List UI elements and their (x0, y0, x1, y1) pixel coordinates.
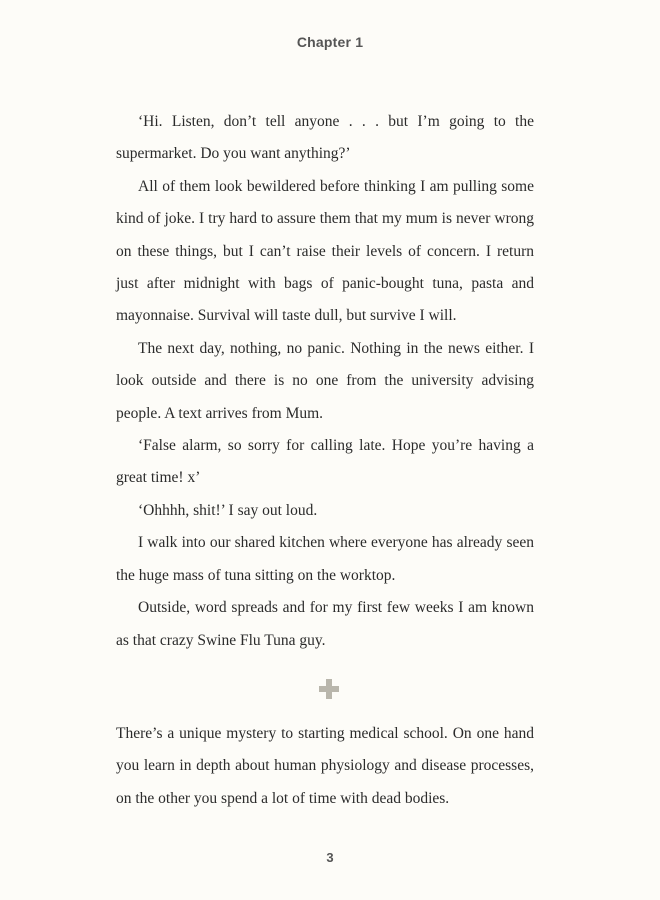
paragraph: ‘Hi. Listen, don’t tell anyone . . . but I’m going to the supermarket. Do you want anything?’ (116, 113, 534, 163)
page-number: 3 (326, 850, 334, 865)
paragraph: Outside, word spreads and for my first few weeks I am known as that crazy Swine Flu Tuna guy. (116, 599, 534, 649)
paragraph: ‘False alarm, so sorry for calling late. Hope you’re having a great time! x’ (116, 437, 534, 487)
paragraph: There’s a unique mystery to starting medical school. On one hand you learn in depth about human physiology and disease processes, on the other you spend a lot of time with dead bodies. (116, 725, 534, 807)
section-two-text (116, 718, 534, 815)
paragraph: The next day, nothing, no panic. Nothing in the news either. I look outside and there is no one from the university advising people. A text arrives from Mum. (116, 339, 534, 422)
paragraph: All of them look bewildered before thinking I am pulling some kind of joke. I try hard to assure them that my mum is never wrong on these things, but I can’t raise their levels of concern. I return just after midnight with bags of panic-bought tuna, pasta and mayonnaise. Survival will taste dull, but survive I will. (116, 177, 534, 325)
paragraph: I walk into our shared kitchen where everyone has already seen the huge mass of tuna sitting on the worktop. (116, 534, 534, 584)
medical-cross-icon (318, 678, 340, 700)
paragraph: ‘Ohhhh, shit!’ I say out loud. (138, 501, 318, 519)
chapter-heading: Chapter 1 (296, 34, 364, 50)
section-one-text (116, 106, 534, 657)
